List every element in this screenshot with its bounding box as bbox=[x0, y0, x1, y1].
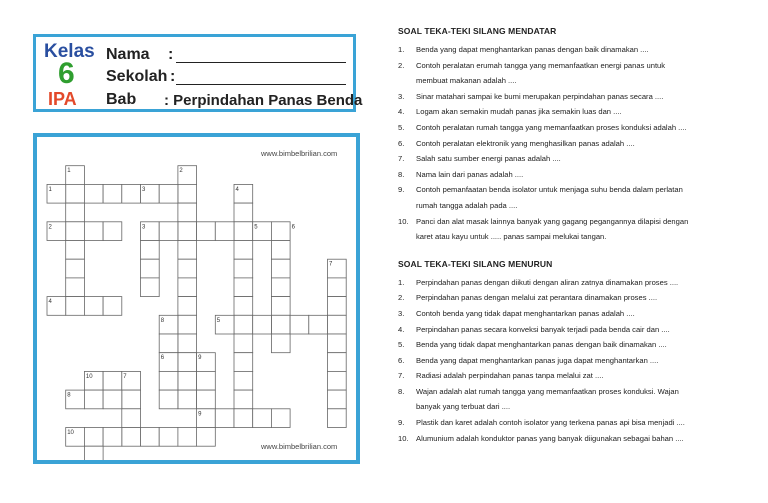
clue-text: Radiasi adalah perpindahan panas tanpa melalui zat .... bbox=[416, 371, 604, 381]
clue-text: Contoh peralatan rumah tangga yang memanfaatkan proses konduksi adalah .... bbox=[416, 122, 687, 132]
header-card bbox=[33, 34, 363, 112]
grid-cell[interactable] bbox=[122, 409, 141, 428]
clue-text: Nama lain dari panas adalah .... bbox=[416, 169, 524, 179]
clue-number: 8. bbox=[398, 169, 405, 179]
clue-number: 10. bbox=[398, 433, 409, 443]
bab-topic: Perpindahan Panas Benda bbox=[173, 92, 363, 109]
grid-cell[interactable] bbox=[84, 428, 103, 447]
clues-panel bbox=[398, 26, 763, 446]
grid-cell[interactable] bbox=[234, 334, 253, 353]
across-clue bbox=[398, 89, 763, 105]
grid-cell[interactable] bbox=[178, 315, 197, 334]
grid-cell[interactable] bbox=[103, 428, 122, 447]
clue-text: karet atau kayu untuk ..... panas sampai melukai tangan. bbox=[416, 232, 607, 242]
grid-cell[interactable] bbox=[328, 278, 347, 297]
clue-number: 5. bbox=[398, 122, 405, 132]
sekolah-label: Sekolah bbox=[106, 68, 168, 85]
grid-cell[interactable] bbox=[84, 184, 103, 203]
sekolah-field bbox=[106, 68, 176, 86]
clue-number: 9. bbox=[398, 418, 405, 428]
grid-cell[interactable] bbox=[290, 315, 309, 334]
across-clue bbox=[398, 58, 763, 74]
clue-number: 7. bbox=[398, 154, 405, 164]
clue-number: 2. bbox=[398, 60, 405, 70]
grid-cell[interactable] bbox=[271, 259, 290, 278]
grade-number: 6 bbox=[58, 57, 75, 90]
clue-text: Benda yang dapat menghantarkan panas dengan baik dinamakan .... bbox=[416, 45, 649, 54]
grid-cell[interactable] bbox=[215, 222, 234, 241]
cell-number: 4 bbox=[235, 186, 239, 193]
bab-label: Bab bbox=[106, 91, 137, 108]
cell-number: 8 bbox=[67, 392, 71, 399]
grid-cell[interactable] bbox=[253, 409, 272, 428]
across-clue bbox=[398, 229, 763, 245]
clue-number: 1. bbox=[398, 277, 405, 287]
bab-value bbox=[164, 92, 362, 109]
cell-number: 10 bbox=[67, 430, 74, 436]
sekolah-colon: : bbox=[170, 68, 176, 85]
down-clue bbox=[398, 306, 763, 322]
cell-number: 5 bbox=[254, 224, 258, 231]
grid-cell[interactable] bbox=[271, 297, 290, 316]
grid-cell[interactable] bbox=[122, 428, 141, 447]
across-clue bbox=[398, 151, 763, 167]
cell-number: 7 bbox=[329, 261, 333, 268]
sekolah-blank-line[interactable] bbox=[176, 84, 346, 85]
grid-cell[interactable] bbox=[141, 278, 160, 297]
cell-number: 2 bbox=[48, 224, 52, 231]
clue-number: 6. bbox=[398, 138, 405, 148]
grid-cell[interactable] bbox=[159, 371, 178, 390]
across-clue bbox=[398, 42, 763, 58]
cell-number: 7 bbox=[123, 373, 127, 380]
grid-cell[interactable] bbox=[103, 184, 122, 203]
grid-cell[interactable] bbox=[141, 241, 160, 260]
clue-text: Wajan adalah alat rumah tangga yang memanfaatkan proses konduksi. Wajan bbox=[416, 386, 679, 396]
grid-cell[interactable] bbox=[271, 241, 290, 260]
grid-cell[interactable] bbox=[271, 222, 290, 241]
grid-cell[interactable] bbox=[234, 259, 253, 278]
across-clue bbox=[398, 214, 763, 230]
grid-cell[interactable] bbox=[234, 315, 253, 334]
grid-cell[interactable] bbox=[328, 353, 347, 372]
across-clue bbox=[398, 182, 763, 198]
grid-cell[interactable] bbox=[103, 390, 122, 409]
cell-number: 2 bbox=[179, 168, 183, 175]
grid-cell[interactable] bbox=[141, 259, 160, 278]
grid-cell[interactable] bbox=[66, 184, 85, 203]
clue-text: Contoh peralatan erumah tangga yang memanfaatkan energi panas untuk bbox=[416, 60, 666, 70]
down-title: SOAL TEKA-TEKI SILANG MENURUN bbox=[398, 258, 553, 269]
grid-cell[interactable] bbox=[178, 259, 197, 278]
nama-blank-line[interactable] bbox=[176, 62, 346, 63]
down-clue bbox=[398, 399, 763, 415]
watermark-top: www.bimbelbrilian.com bbox=[261, 149, 338, 158]
grid-cell[interactable] bbox=[178, 278, 197, 297]
grid-cell[interactable] bbox=[84, 222, 103, 241]
grid-cell[interactable] bbox=[178, 428, 197, 447]
grid-cell[interactable] bbox=[271, 278, 290, 297]
down-clue bbox=[398, 353, 763, 369]
grid-cell[interactable] bbox=[122, 390, 141, 409]
nama-field bbox=[106, 46, 174, 64]
cell-number: 3 bbox=[142, 186, 146, 193]
grid-cell[interactable] bbox=[103, 297, 122, 316]
cell-number: 1 bbox=[67, 168, 71, 175]
across-clue bbox=[398, 73, 763, 89]
clue-text: Logam akan semakin mudah panas jika semakin luas dan .... bbox=[416, 107, 622, 117]
grid-cell[interactable] bbox=[66, 278, 85, 297]
across-list bbox=[398, 42, 763, 245]
grid-cell[interactable] bbox=[271, 334, 290, 353]
grid-cell[interactable] bbox=[234, 371, 253, 390]
bab-colon: : bbox=[164, 92, 169, 109]
clue-text: Benda yang dapat menghantarkan panas juga dapat menghantarkan .... bbox=[416, 355, 659, 365]
clue-number: 6. bbox=[398, 355, 405, 365]
clue-text: Benda yang tidak dapat menghantarkan panas dengan baik dinamakan .... bbox=[416, 340, 667, 350]
down-clue bbox=[398, 275, 763, 291]
nama-colon: : bbox=[168, 46, 174, 63]
clue-text: Sinar matahari sampai ke bumi merupakan perpindahan panas secara .... bbox=[416, 91, 664, 101]
grid-cell[interactable] bbox=[178, 334, 197, 353]
down-list bbox=[398, 275, 763, 447]
grid-cell[interactable] bbox=[234, 222, 253, 241]
grid-cell[interactable] bbox=[234, 390, 253, 409]
grid-cell[interactable] bbox=[234, 278, 253, 297]
clue-number: 1. bbox=[398, 45, 405, 54]
grid-cell[interactable] bbox=[271, 315, 290, 334]
grid-cell[interactable] bbox=[234, 409, 253, 428]
down-clue bbox=[398, 322, 763, 338]
clue-text: Panci dan alat masak lainnya banyak yang gagang pegangannya dilapisi dengan bbox=[416, 216, 689, 226]
clue-number: 4. bbox=[398, 107, 405, 117]
grid-cell[interactable] bbox=[178, 241, 197, 260]
grid-cell[interactable] bbox=[84, 390, 103, 409]
clue-number: 10. bbox=[398, 216, 409, 226]
watermark-bottom: www.bimbelbrilian.com bbox=[261, 442, 338, 451]
down-clue bbox=[398, 415, 763, 431]
down-clue bbox=[398, 384, 763, 400]
clue-text: Plastik dan karet adalah contoh isolator yang terkena panas api bisa menjadi .... bbox=[416, 418, 685, 428]
clue-text: Perpindahan panas dengan diikuti dengan aliran zatnya dinamakan proses .... bbox=[416, 277, 679, 287]
grid-cell[interactable] bbox=[234, 241, 253, 260]
across-clue bbox=[398, 104, 763, 120]
cell-number: 1 bbox=[48, 186, 52, 193]
grid-cell[interactable] bbox=[84, 446, 103, 460]
clue-number: 7. bbox=[398, 371, 405, 381]
grid-cell[interactable] bbox=[178, 184, 197, 203]
grid-cell[interactable] bbox=[178, 297, 197, 316]
cell-number: 9 bbox=[198, 355, 202, 362]
grid-cell[interactable] bbox=[66, 241, 85, 260]
clue-number: 3. bbox=[398, 91, 405, 101]
grid-cell[interactable] bbox=[178, 371, 197, 390]
across-clue bbox=[398, 120, 763, 136]
grid-cell[interactable] bbox=[197, 371, 216, 390]
cell-number: 6 bbox=[160, 355, 165, 362]
clue-text: banyak yang terbuat dari .... bbox=[416, 402, 511, 412]
grid-cell[interactable] bbox=[178, 353, 197, 372]
grid-cell[interactable] bbox=[159, 428, 178, 447]
grid-cell[interactable] bbox=[178, 222, 197, 241]
grid-cell[interactable] bbox=[159, 390, 178, 409]
grid-cell[interactable] bbox=[234, 297, 253, 316]
across-clue bbox=[398, 167, 763, 183]
grid-cell[interactable] bbox=[178, 390, 197, 409]
grid-cell[interactable] bbox=[328, 371, 347, 390]
grid-cell[interactable] bbox=[122, 184, 141, 203]
kelas-label: Kelas bbox=[44, 41, 95, 62]
clue-text: Salah satu sumber energi panas adalah .... bbox=[416, 154, 561, 164]
grid-cell[interactable] bbox=[84, 297, 103, 316]
grid-cell[interactable] bbox=[66, 297, 85, 316]
grid-cell[interactable] bbox=[271, 409, 290, 428]
nama-label: Nama bbox=[106, 46, 150, 63]
crossword-grid bbox=[33, 133, 360, 464]
cell-number: 4 bbox=[48, 299, 52, 306]
cell-number: 5 bbox=[216, 317, 221, 324]
cell-number: 8 bbox=[160, 317, 165, 324]
grid-cell[interactable] bbox=[328, 390, 347, 409]
grid-cell[interactable] bbox=[328, 297, 347, 316]
across-title: SOAL TEKA-TEKI SILANG MENDATAR bbox=[398, 26, 557, 36]
clue-text: Contoh benda yang tidak dapat menghantarkan panas adalah .... bbox=[416, 308, 635, 318]
grid-cell[interactable] bbox=[215, 409, 234, 428]
grid-cell[interactable] bbox=[103, 371, 122, 390]
cell-number: 6 bbox=[291, 224, 295, 231]
clue-text: Contoh peralatan elektronik yang menghasilkan panas adalah .... bbox=[416, 138, 635, 148]
grid-cell[interactable] bbox=[234, 353, 253, 372]
bab-field bbox=[106, 91, 136, 109]
clue-text: rumah tangga adalah pada .... bbox=[416, 200, 518, 210]
grid-cell[interactable] bbox=[309, 315, 328, 334]
grid-cell[interactable] bbox=[178, 203, 197, 222]
grid-cell[interactable] bbox=[141, 428, 160, 447]
subject-label: IPA bbox=[48, 89, 77, 109]
across-clue bbox=[398, 198, 763, 214]
grid-cell[interactable] bbox=[66, 203, 85, 222]
cell-number: 3 bbox=[142, 224, 146, 231]
cell-number: 9 bbox=[198, 411, 202, 418]
grid-cell[interactable] bbox=[159, 184, 178, 203]
grid-cell[interactable] bbox=[197, 428, 216, 447]
clue-text: Perpindahan panas secara konveksi banyak terjadi pada benda cair dan .... bbox=[416, 324, 670, 334]
clue-number: 3. bbox=[398, 308, 405, 318]
grid-cell[interactable] bbox=[103, 222, 122, 241]
clue-text: Contoh pemanfaatan benda isolator untuk menjaga suhu benda dalam perlatan bbox=[416, 185, 683, 195]
clue-number: 2. bbox=[398, 293, 405, 303]
grid-cell[interactable] bbox=[328, 409, 347, 428]
across-clue bbox=[398, 136, 763, 152]
clue-number: 9. bbox=[398, 185, 405, 195]
clue-number: 4. bbox=[398, 324, 405, 334]
grid-cell[interactable] bbox=[234, 203, 253, 222]
crossword-svg bbox=[37, 137, 356, 460]
grid-cell[interactable] bbox=[66, 222, 85, 241]
down-clue bbox=[398, 368, 763, 384]
cell-number: 10 bbox=[85, 373, 93, 380]
grid-cell[interactable] bbox=[159, 334, 178, 353]
clue-text: Perpindahan panas dengan melalui zat perantara dinamakan proses .... bbox=[416, 293, 658, 303]
down-clue bbox=[398, 290, 763, 306]
grid-cell[interactable] bbox=[197, 390, 216, 409]
clue-number: 8. bbox=[398, 386, 405, 396]
grid-cell[interactable] bbox=[159, 222, 178, 241]
clue-text: membuat makanan adalah .... bbox=[416, 76, 517, 86]
clue-text: Alumunium adalah konduktor panas yang banyak diigunakan sebagai bahan .... bbox=[416, 433, 684, 443]
grid-cell[interactable] bbox=[328, 315, 347, 334]
grid-cell[interactable] bbox=[197, 222, 216, 241]
down-clue bbox=[398, 431, 763, 447]
clue-number: 5. bbox=[398, 340, 405, 350]
grid-cell[interactable] bbox=[66, 259, 85, 278]
grid-cell[interactable] bbox=[253, 315, 272, 334]
down-clue bbox=[398, 337, 763, 353]
grid-cell[interactable] bbox=[328, 334, 347, 353]
